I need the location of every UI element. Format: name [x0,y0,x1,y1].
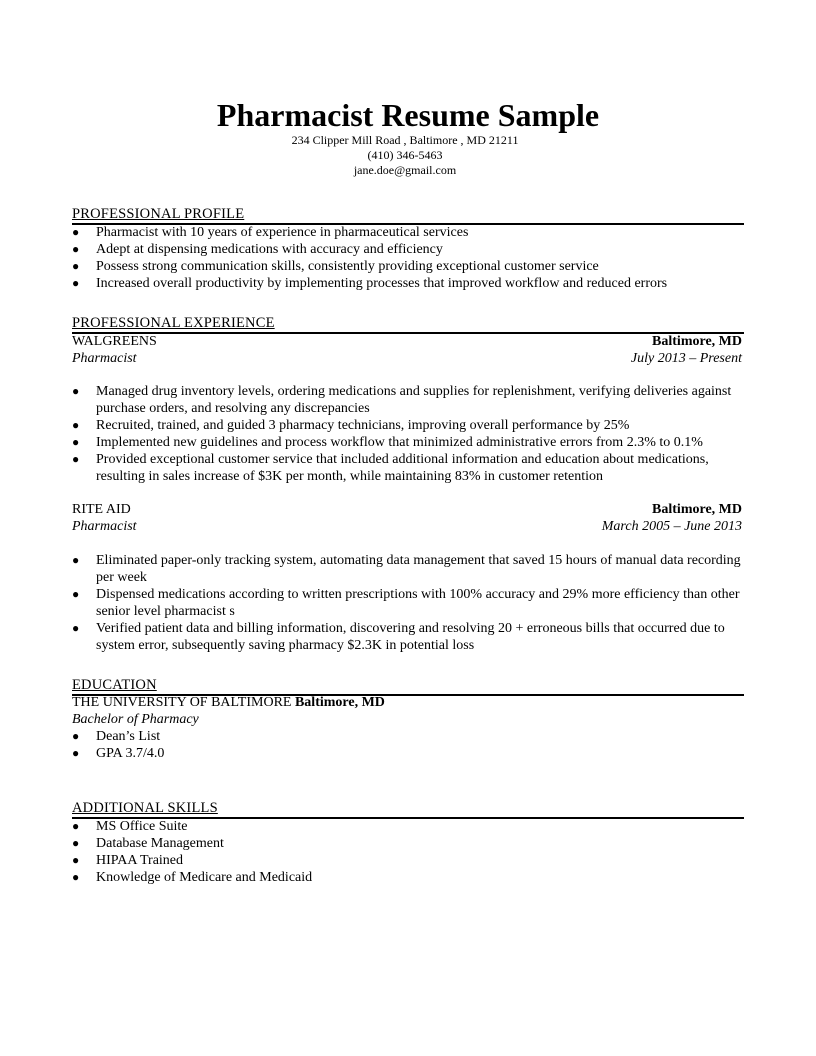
list-item [72,869,744,886]
bullet-icon: ● [72,870,80,884]
bullet-icon: ● [72,819,80,833]
skills-list [72,818,744,886]
education-list [72,728,744,762]
list-item [72,275,744,292]
list-item [72,383,744,417]
walgreens-duties-list [72,383,744,485]
list-item-text: Database Management [96,836,224,851]
list-item [72,586,744,620]
list-item [72,818,744,835]
list-item-text: Verified patient data and billing information, discovering and resolving 20 + erroneous bills that occurred due to system error, subsequently saving pharmacy $2.3K in potential loss [96,621,725,653]
bullet-icon: ● [72,418,80,432]
company-name: RITE AID [72,502,131,517]
bullet-icon: ● [72,435,80,449]
list-item-text: Increased overall productivity by implementing processes that improved workflow and reduced errors [96,276,668,291]
list-item [72,620,744,654]
section-header-experience [72,315,744,334]
bullet-icon: ● [72,836,80,850]
list-item-text: MS Office Suite [96,819,188,834]
education-degree-row [72,711,742,728]
contact-email: jane.doe@gmail.com [353,163,457,177]
bullet-icon: ● [72,384,80,398]
list-item-text: HIPAA Trained [96,853,184,868]
bullet-icon: ● [72,259,80,273]
section-title: EDUCATION [72,677,157,693]
job-role-row-rite-aid [72,518,742,535]
bullet-icon: ● [72,587,80,601]
section-title: PROFESSIONAL PROFILE [72,206,245,222]
bullet-icon: ● [72,242,80,256]
list-item [72,552,744,586]
bullet-icon: ● [72,853,80,867]
job-role-row-walgreens [72,350,742,367]
section-header-profile [72,206,744,225]
contact-phone: (410) 346-5463 [367,148,443,162]
bullet-icon: ● [72,276,80,290]
bullet-icon: ● [72,553,80,567]
list-item-text: Adept at dispensing medications with accuracy and efficiency [96,242,443,257]
list-item [72,835,744,852]
company-name: WALGREENS [72,334,157,349]
list-item-text: Dean’s List [96,729,161,744]
profile-list [72,224,744,292]
list-item [72,258,744,275]
list-item [72,224,744,241]
bullet-icon: ● [72,729,80,743]
school-name-line [72,694,385,711]
list-item [72,728,744,745]
list-item [72,745,744,762]
section-title: ADDITIONAL SKILLS [72,800,218,816]
bullet-icon: ● [72,225,80,239]
section-title: PROFESSIONAL EXPERIENCE [72,315,275,331]
document-title: Pharmacist Resume Sample [216,97,600,133]
job-header-walgreens [72,333,742,350]
job-role: Pharmacist [72,351,137,366]
list-item-text: Knowledge of Medicare and Medicaid [96,870,313,885]
list-item [72,434,744,451]
job-header-rite-aid [72,501,742,518]
list-item-text: Pharmacist with 10 years of experience in pharmaceutical services [96,225,469,240]
job-dates: July 2013 – Present [630,351,742,366]
list-item [72,852,744,869]
list-item-text: Possess strong communication skills, consistently providing exceptional customer service [96,259,599,274]
contact-address: 234 Clipper Mill Road , Baltimore , MD 21211 [291,133,519,147]
bullet-icon: ● [72,452,80,466]
education-school-row [72,694,742,711]
job-role: Pharmacist [72,519,137,534]
list-item-text: Eliminated paper-only tracking system, automating data management that saved 15 hours of manual data recording per week [96,553,741,585]
job-dates: March 2005 – June 2013 [601,519,742,534]
section-header-skills [72,800,744,819]
list-item-text: Managed drug inventory levels, ordering medications and supplies for replenishment, verifying deliveries against purchase orders, and resolving any discrepancies [96,384,732,416]
list-item-text: Recruited, trained, and guided 3 pharmacy technicians, improving overall performance by 25% [96,418,630,433]
bullet-icon: ● [72,746,80,760]
list-item [72,417,744,434]
list-item-text: Dispensed medications according to written prescriptions with 100% accuracy and 29% more efficiency than other senior level pharmacist s [96,587,740,619]
degree-name: Bachelor of Pharmacy [72,712,199,727]
list-item-text: Implemented new guidelines and process workflow that minimized administrative errors from 2.3% to 0.1% [96,435,703,450]
job-location: Baltimore, MD [652,502,742,517]
rite-aid-duties-list [72,552,744,654]
job-location: Baltimore, MD [652,334,742,349]
list-item-text: GPA 3.7/4.0 [96,746,165,761]
school-name: THE UNIVERSITY OF BALTIMORE [72,695,292,710]
bullet-icon: ● [72,621,80,635]
list-item [72,451,744,485]
list-item [72,241,744,258]
list-item-text: Provided exceptional customer service that included additional information and education about medications, resulting in sales increase of $3K per month, while maintaining 83% in customer retention [96,452,709,484]
school-location: Baltimore, MD [294,695,385,710]
